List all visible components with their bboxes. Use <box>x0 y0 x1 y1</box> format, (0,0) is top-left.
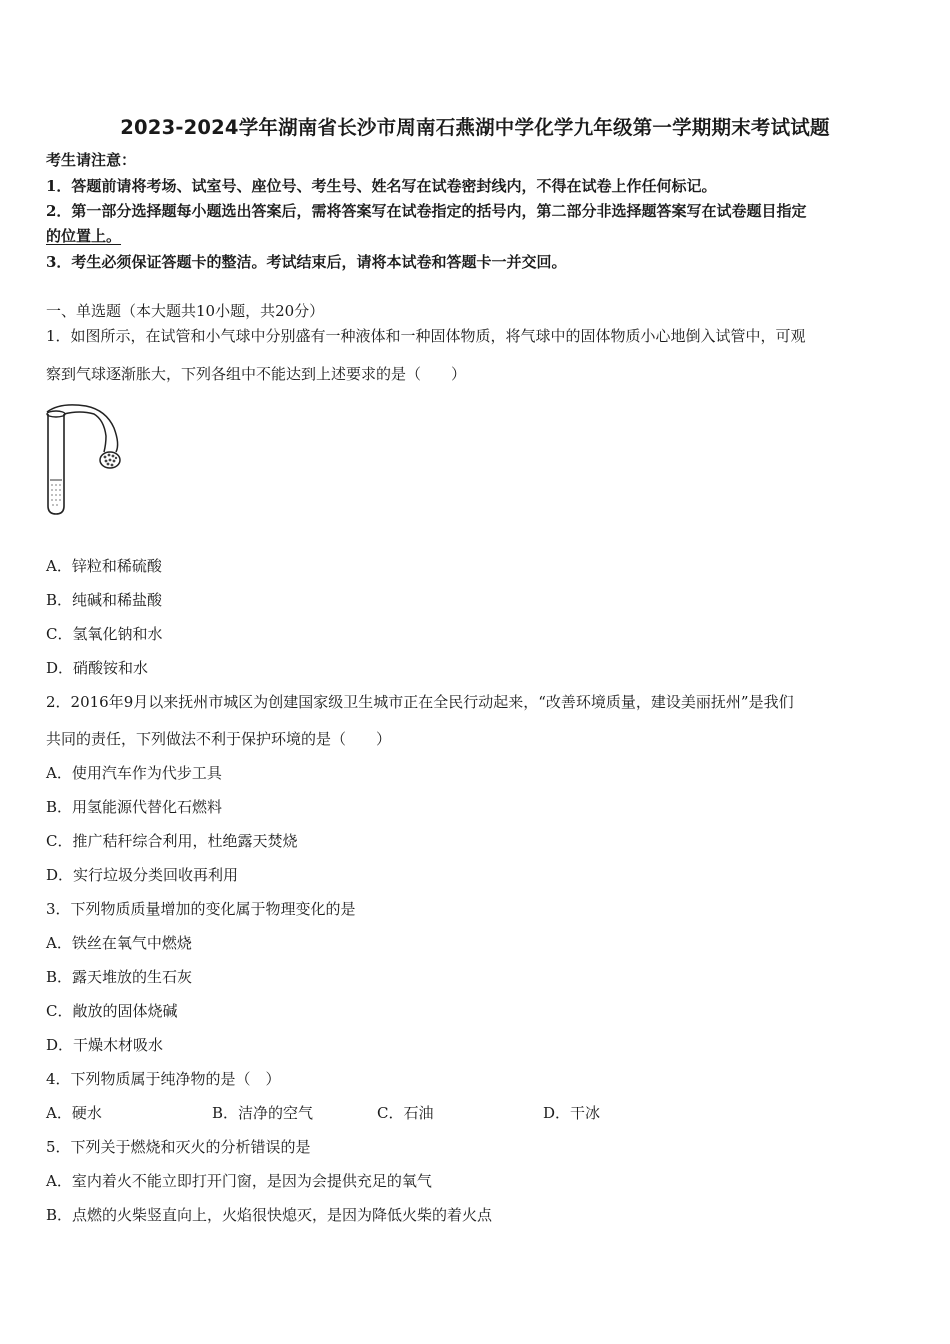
option-item: B．露天堆放的生石灰 <box>46 968 193 986</box>
option-item: C．石油 <box>377 1104 434 1122</box>
option-item: A．铁丝在氧气中燃烧 <box>46 934 192 952</box>
question-stem: 5．下列关于燃烧和灭火的分析错误的是 <box>46 1138 311 1156</box>
test-tube-balloon-figure <box>40 400 130 520</box>
notice-heading: 考生请注意： <box>46 151 137 169</box>
section-heading: 一、单选题（本大题共10小题，共20分） <box>46 302 325 320</box>
question-stem: 共同的责任，下列做法不利于保护环境的是（ ） <box>46 730 392 748</box>
option-item: A．室内着火不能立即打开门窗，是因为会提供充足的氧气 <box>46 1172 432 1190</box>
option-item: B．纯碱和稀盐酸 <box>46 591 163 609</box>
option-item: D．干燥木材吸水 <box>46 1036 164 1054</box>
question-stem: 4．下列物质属于纯净物的是（ ） <box>46 1070 281 1088</box>
option-item: C．氢氧化钠和水 <box>46 625 163 643</box>
option-item: A．硬水 <box>46 1104 102 1122</box>
option-item: B．用氢能源代替化石燃料 <box>46 798 223 816</box>
question-stem: 2．2016年9月以来抚州市城区为创建国家级卫生城市正在全民行动起来，“改善环境质量，建设美丽抚州”是我们 <box>46 693 794 711</box>
option-item: C．推广秸秆综合利用，杜绝露天焚烧 <box>46 832 298 850</box>
option-item: D．干冰 <box>543 1104 601 1122</box>
option-item: C．敞放的固体烧碱 <box>46 1002 178 1020</box>
option-item: B．点燃的火柴竖直向上，火焰很快熄灭，是因为降低火柴的着火点 <box>46 1206 493 1224</box>
notice-item: 的位置上。 <box>46 227 122 245</box>
question-stem: 察到气球逐渐胀大，下列各组中不能达到上述要求的是（ ） <box>46 365 467 383</box>
option-item: D．硝酸铵和水 <box>46 659 149 677</box>
notice-item: 1．答题前请将考场、试室号、座位号、考生号、姓名写在试卷密封线内，不得在试卷上作任何标记。 <box>46 177 717 195</box>
notice-item: 3．考生必须保证答题卡的整洁。考试结束后，请将本试卷和答题卡一并交回。 <box>46 253 567 271</box>
notice-item: 2．第一部分选择题每小题选出答案后，需将答案写在试卷指定的括号内，第二部分非选择题答案写在试卷题目指定 <box>46 202 807 220</box>
question-stem: 3．下列物质质量增加的变化属于物理变化的是 <box>46 900 356 918</box>
question-stem: 1．如图所示，在试管和小气球中分别盛有一种液体和一种固体物质，将气球中的固体物质小心地倒入试管中，可观 <box>46 327 806 345</box>
page-title: 2023-2024学年湖南省长沙市周南石燕湖中学化学九年级第一学期期末考试试题 <box>120 116 830 139</box>
option-item: A．锌粒和稀硫酸 <box>46 557 162 575</box>
option-item: D．实行垃圾分类回收再利用 <box>46 866 239 884</box>
option-item: A．使用汽车作为代步工具 <box>46 764 222 782</box>
option-item: B．洁净的空气 <box>212 1104 314 1122</box>
